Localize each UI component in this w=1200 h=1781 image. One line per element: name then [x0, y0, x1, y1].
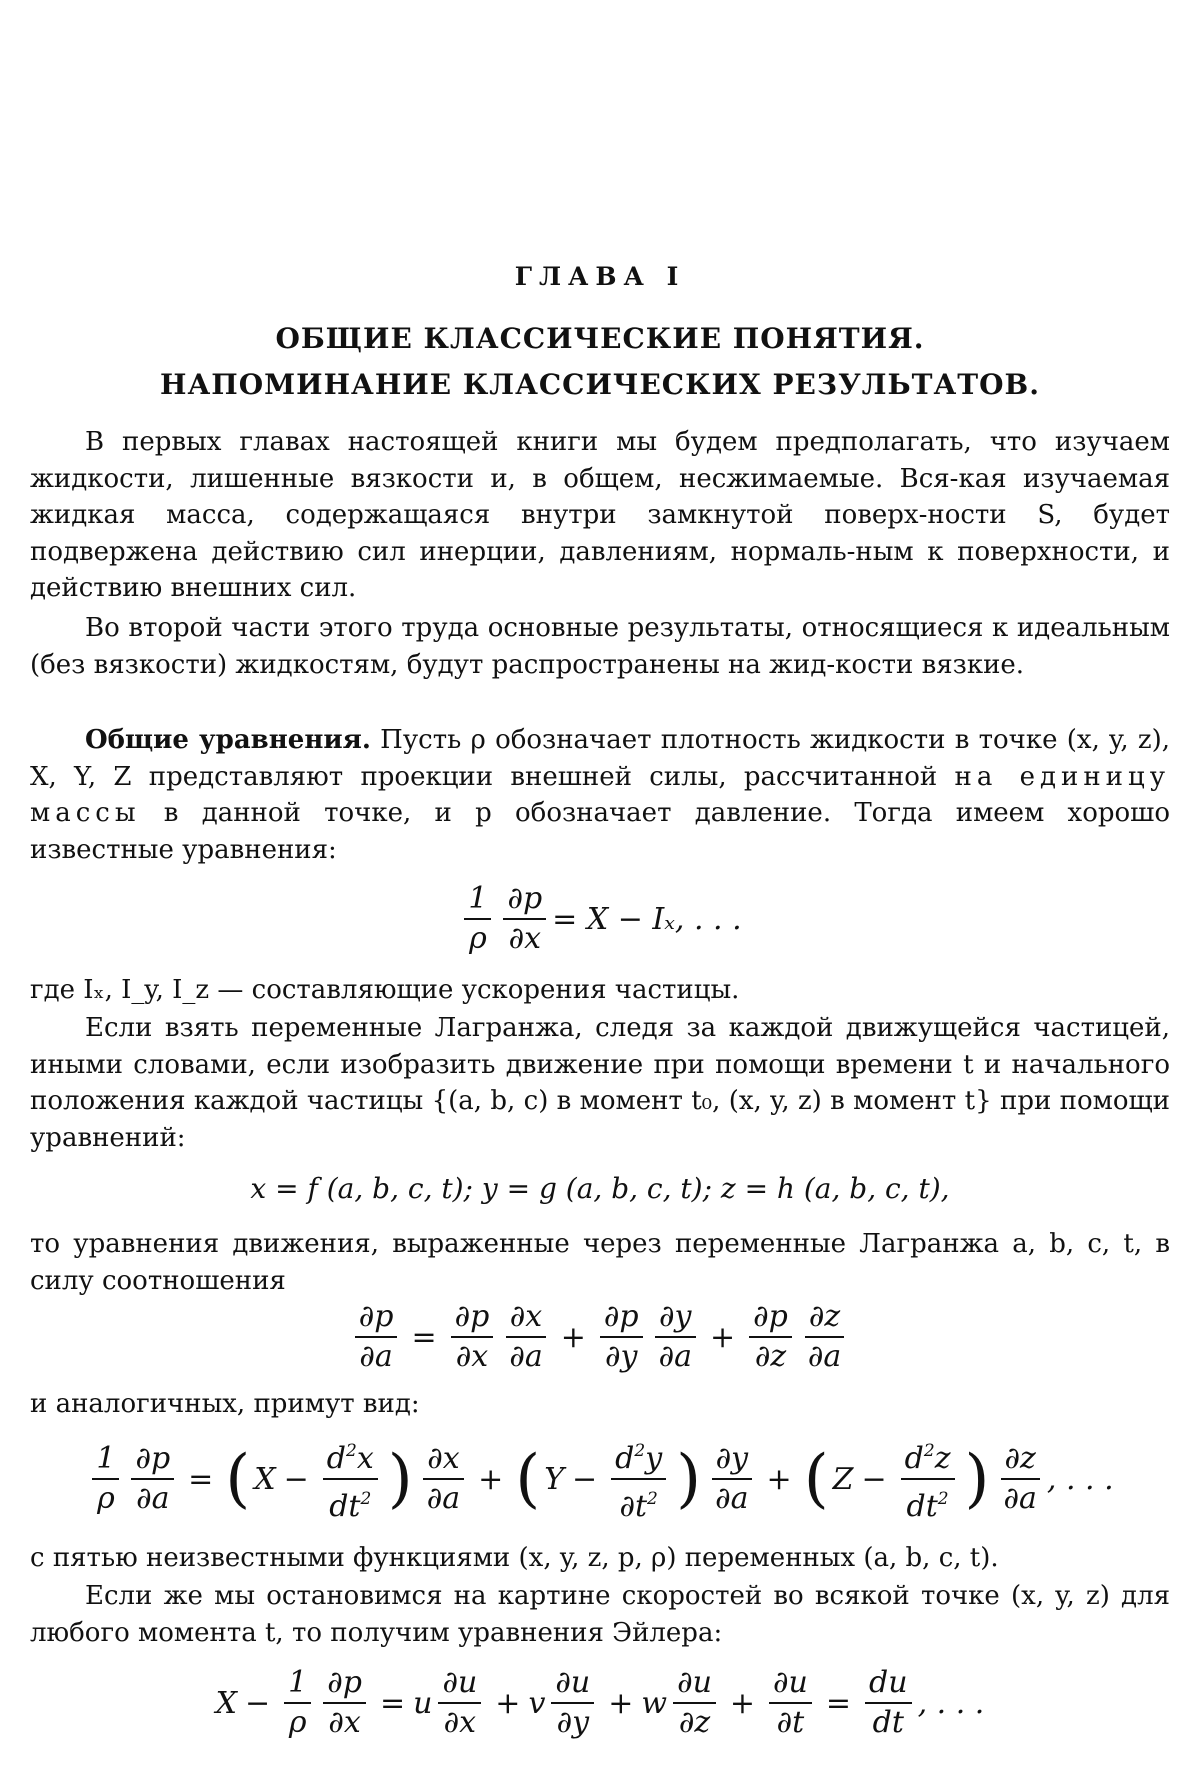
fraction: $\frac{\partial p}{\partial x}$ [323, 1664, 366, 1742]
chapter-title-line-1: ОБЩИЕ КЛАССИЧЕСКИЕ ПОНЯТИЯ. [275, 322, 925, 355]
fraction: $\frac{\partial u}{\partial x}$ [438, 1664, 481, 1742]
text-segment: в данной точке, и p обозначает давление. Тогда имеем хорошо известные уравнения: [30, 798, 1170, 865]
fraction: $\frac{\partial x}{\partial a}$ [423, 1440, 464, 1518]
fraction: $\frac{\partial p}{\partial x}$ [451, 1298, 494, 1376]
fraction: $\frac{d^2y}{\partial t^2}$ [611, 1432, 666, 1526]
paragraph-acceleration: где Iₓ, I_y, I_z — составляющие ускорения частицы. [30, 975, 740, 1005]
fraction: $\frac{\partial z}{\partial a}$ [999, 1440, 1040, 1518]
chapter-title-line-2: НАПОМИНАНИЕ КЛАССИЧЕСКИХ РЕЗУЛЬТАТОВ. [160, 368, 1040, 401]
fraction: $\frac{\partial x}{\partial a}$ [505, 1298, 546, 1376]
paragraph-relation: то уравнения движения, выраженные через переменные Лагранжа a, b, c, t, в силу соотношения [30, 1229, 1170, 1296]
equation-lagrange-positions: x = f (a, b, c, t); y = g (a, b, c, t); z = h (a, b, c, t), [250, 1172, 950, 1205]
fraction: $\frac{d^2z}{dt^2}$ [901, 1432, 955, 1526]
equation-euler: X − $\frac{1}{\rho}$ $\frac{\partial p}{\partial x}$ = u $\frac{\partial u}{\partial x}$ + v $\frac{\partial u}{\partial y}$ + w $\frac{\partial u}{\partial z}$ + $\frac{\partial u}{\partial t}$ = $\frac{du}{dt}$ , . . . [215, 1665, 985, 1740]
text-segment: Пусть ρ обозначает плотность жидкости в точке (x, y, z), X, Y, Z представляют проекции внешней силы, рассчитанной [30, 725, 1171, 792]
chapter-label: ГЛАВА I [514, 262, 686, 291]
paragraph-similar: и аналогичных, примут вид: [30, 1389, 420, 1419]
paragraph-lagrange: Если взять переменные Лагранжа, следя за каждой движущейся частицей, иными словами, если изобразить движение при помощи времени t и начального положения каждой частицы {(a, b, c) в момент t₀, (x, y, z) в момент t} при помощи уравнений: [30, 1013, 1170, 1153]
paragraph-euler: Если же мы остановимся на картине скоростей во всякой точке (x, y, z) для любого момента t, то получим уравнения Эйлера: [30, 1581, 1170, 1648]
fraction: $\frac{d^2x}{dt^2}$ [323, 1432, 378, 1526]
section-heading: Общие уравнения. [85, 725, 371, 755]
fraction: $\frac{\partial z}{\partial a}$ [804, 1298, 845, 1376]
emphasized-text: на единицу массы [30, 761, 1171, 828]
equation-tail: , . . . [1046, 1461, 1114, 1497]
fraction: $\frac{\partial p}{\partial a}$ [355, 1298, 398, 1376]
fraction: $\frac{\partial y}{\partial a}$ [655, 1298, 696, 1376]
paragraph-unknowns: с пятью неизвестными функциями (x, y, z, p, ρ) переменных (a, b, c, t). [30, 1543, 999, 1573]
equation-chain-rule: $\frac{\partial p}{\partial a}$ = $\frac{\partial p}{\partial x}$ $\frac{\partial x}{\partial a}$ + $\frac{\partial p}{\partial y}$ $\frac{\partial y}{\partial a}$ + $\frac{\partial p}{\partial z}$ $\frac{\partial z}{\partial a}$ [0, 1298, 1200, 1376]
fraction: $\frac{\partial u}{\partial z}$ [673, 1664, 716, 1742]
paragraph-second-part: Во второй части этого труда основные результаты, относящиеся к идеальным (без вязкости) жидкостям, будут распространены на жид-кости вязкие. [30, 613, 1170, 680]
fraction: $\frac{1}{\rho}$ [464, 880, 491, 958]
fraction: $\frac{\partial u}{\partial y}$ [551, 1664, 594, 1742]
fraction: $\frac{\partial y}{\partial a}$ [711, 1440, 752, 1518]
fraction: $\frac{\partial p}{\partial x}$ [503, 880, 546, 958]
equation-rhs: = X − Iₓ, . . . [552, 901, 742, 937]
paragraph-general-equations [30, 722, 1170, 868]
equation-tail: , . . . [917, 1685, 985, 1721]
fraction: $\frac{\partial u}{\partial t}$ [769, 1664, 812, 1742]
fraction: $\frac{\partial p}{\partial y}$ [600, 1298, 643, 1376]
paragraph-intro: В первых главах настоящей книги мы будем предполагать, что изучаем жидкости, лишенные вязкости и, в общем, несжимаемые. Вся-кая изучаемая жидкая масса, содержащаяся внутри замкнутой поверх-ности S, будет подвержена действию сил инерции, давлениям, нормаль-ным к поверхности, и действию внешних сил. [30, 427, 1170, 603]
fraction: $\frac{1}{\rho}$ [284, 1664, 311, 1742]
equation-pressure-gradient [0, 880, 1200, 958]
fraction: $\frac{\partial p}{\partial z}$ [749, 1298, 792, 1376]
equation-lagrange-motion: $\frac{1}{\rho}$ $\frac{\partial p}{\partial a}$ = ( X − $\frac{d^2x}{dt^2}$ ) $\frac{\partial x}{\partial a}$ + ( Y − $\frac{d^2y}{\partial t^2}$ ) $\frac{\partial y}{\partial a}$ + ( Z − $\frac{d^2z}{dt^2}$ ) $\frac{\partial z}{\partial a}$ , . . . [0, 1432, 1200, 1526]
fraction: $\frac{1}{\rho}$ [92, 1440, 119, 1518]
fraction: $\frac{du}{dt}$ [865, 1664, 912, 1742]
fraction: $\frac{\partial p}{\partial a}$ [131, 1440, 174, 1518]
